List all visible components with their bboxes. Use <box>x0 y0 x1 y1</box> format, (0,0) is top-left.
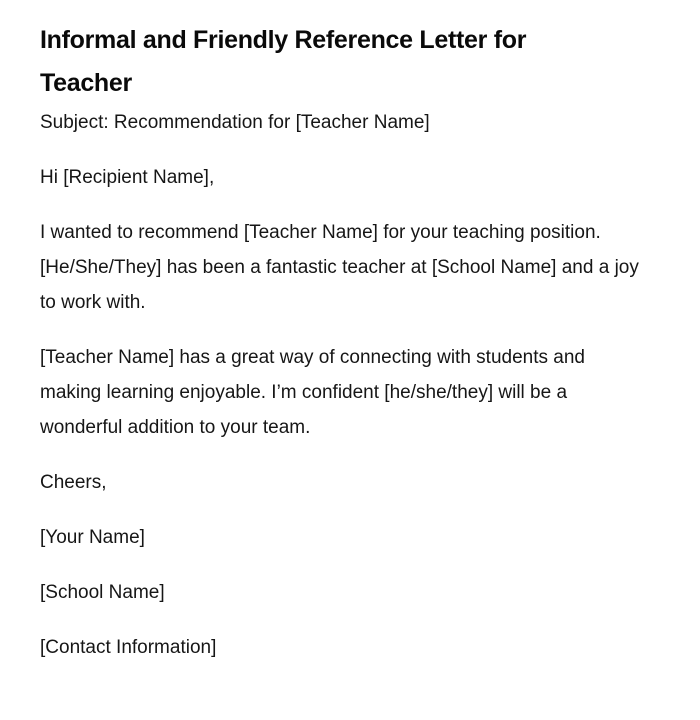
body-paragraph-2: [Teacher Name] has a great way of connecting with students and making learning enjoyable. I’m confident [he/she/they] will be a wonderful addition to your team. <box>40 347 585 438</box>
document-title: Informal and Friendly Reference Letter for Teacher <box>40 26 527 97</box>
signature-school: [School Name] <box>40 582 165 603</box>
subject-line: Subject: Recommendation for [Teacher Name] <box>40 112 430 133</box>
signature-name: [Your Name] <box>40 527 145 548</box>
signature-contact: [Contact Information] <box>40 637 217 658</box>
body-paragraph-1: I wanted to recommend [Teacher Name] for your teaching position. [He/She/They] has been a fantastic teacher at [School Name] and a joy to work with. <box>40 222 639 313</box>
greeting: Hi [Recipient Name], <box>40 167 215 188</box>
closing: Cheers, <box>40 472 107 493</box>
